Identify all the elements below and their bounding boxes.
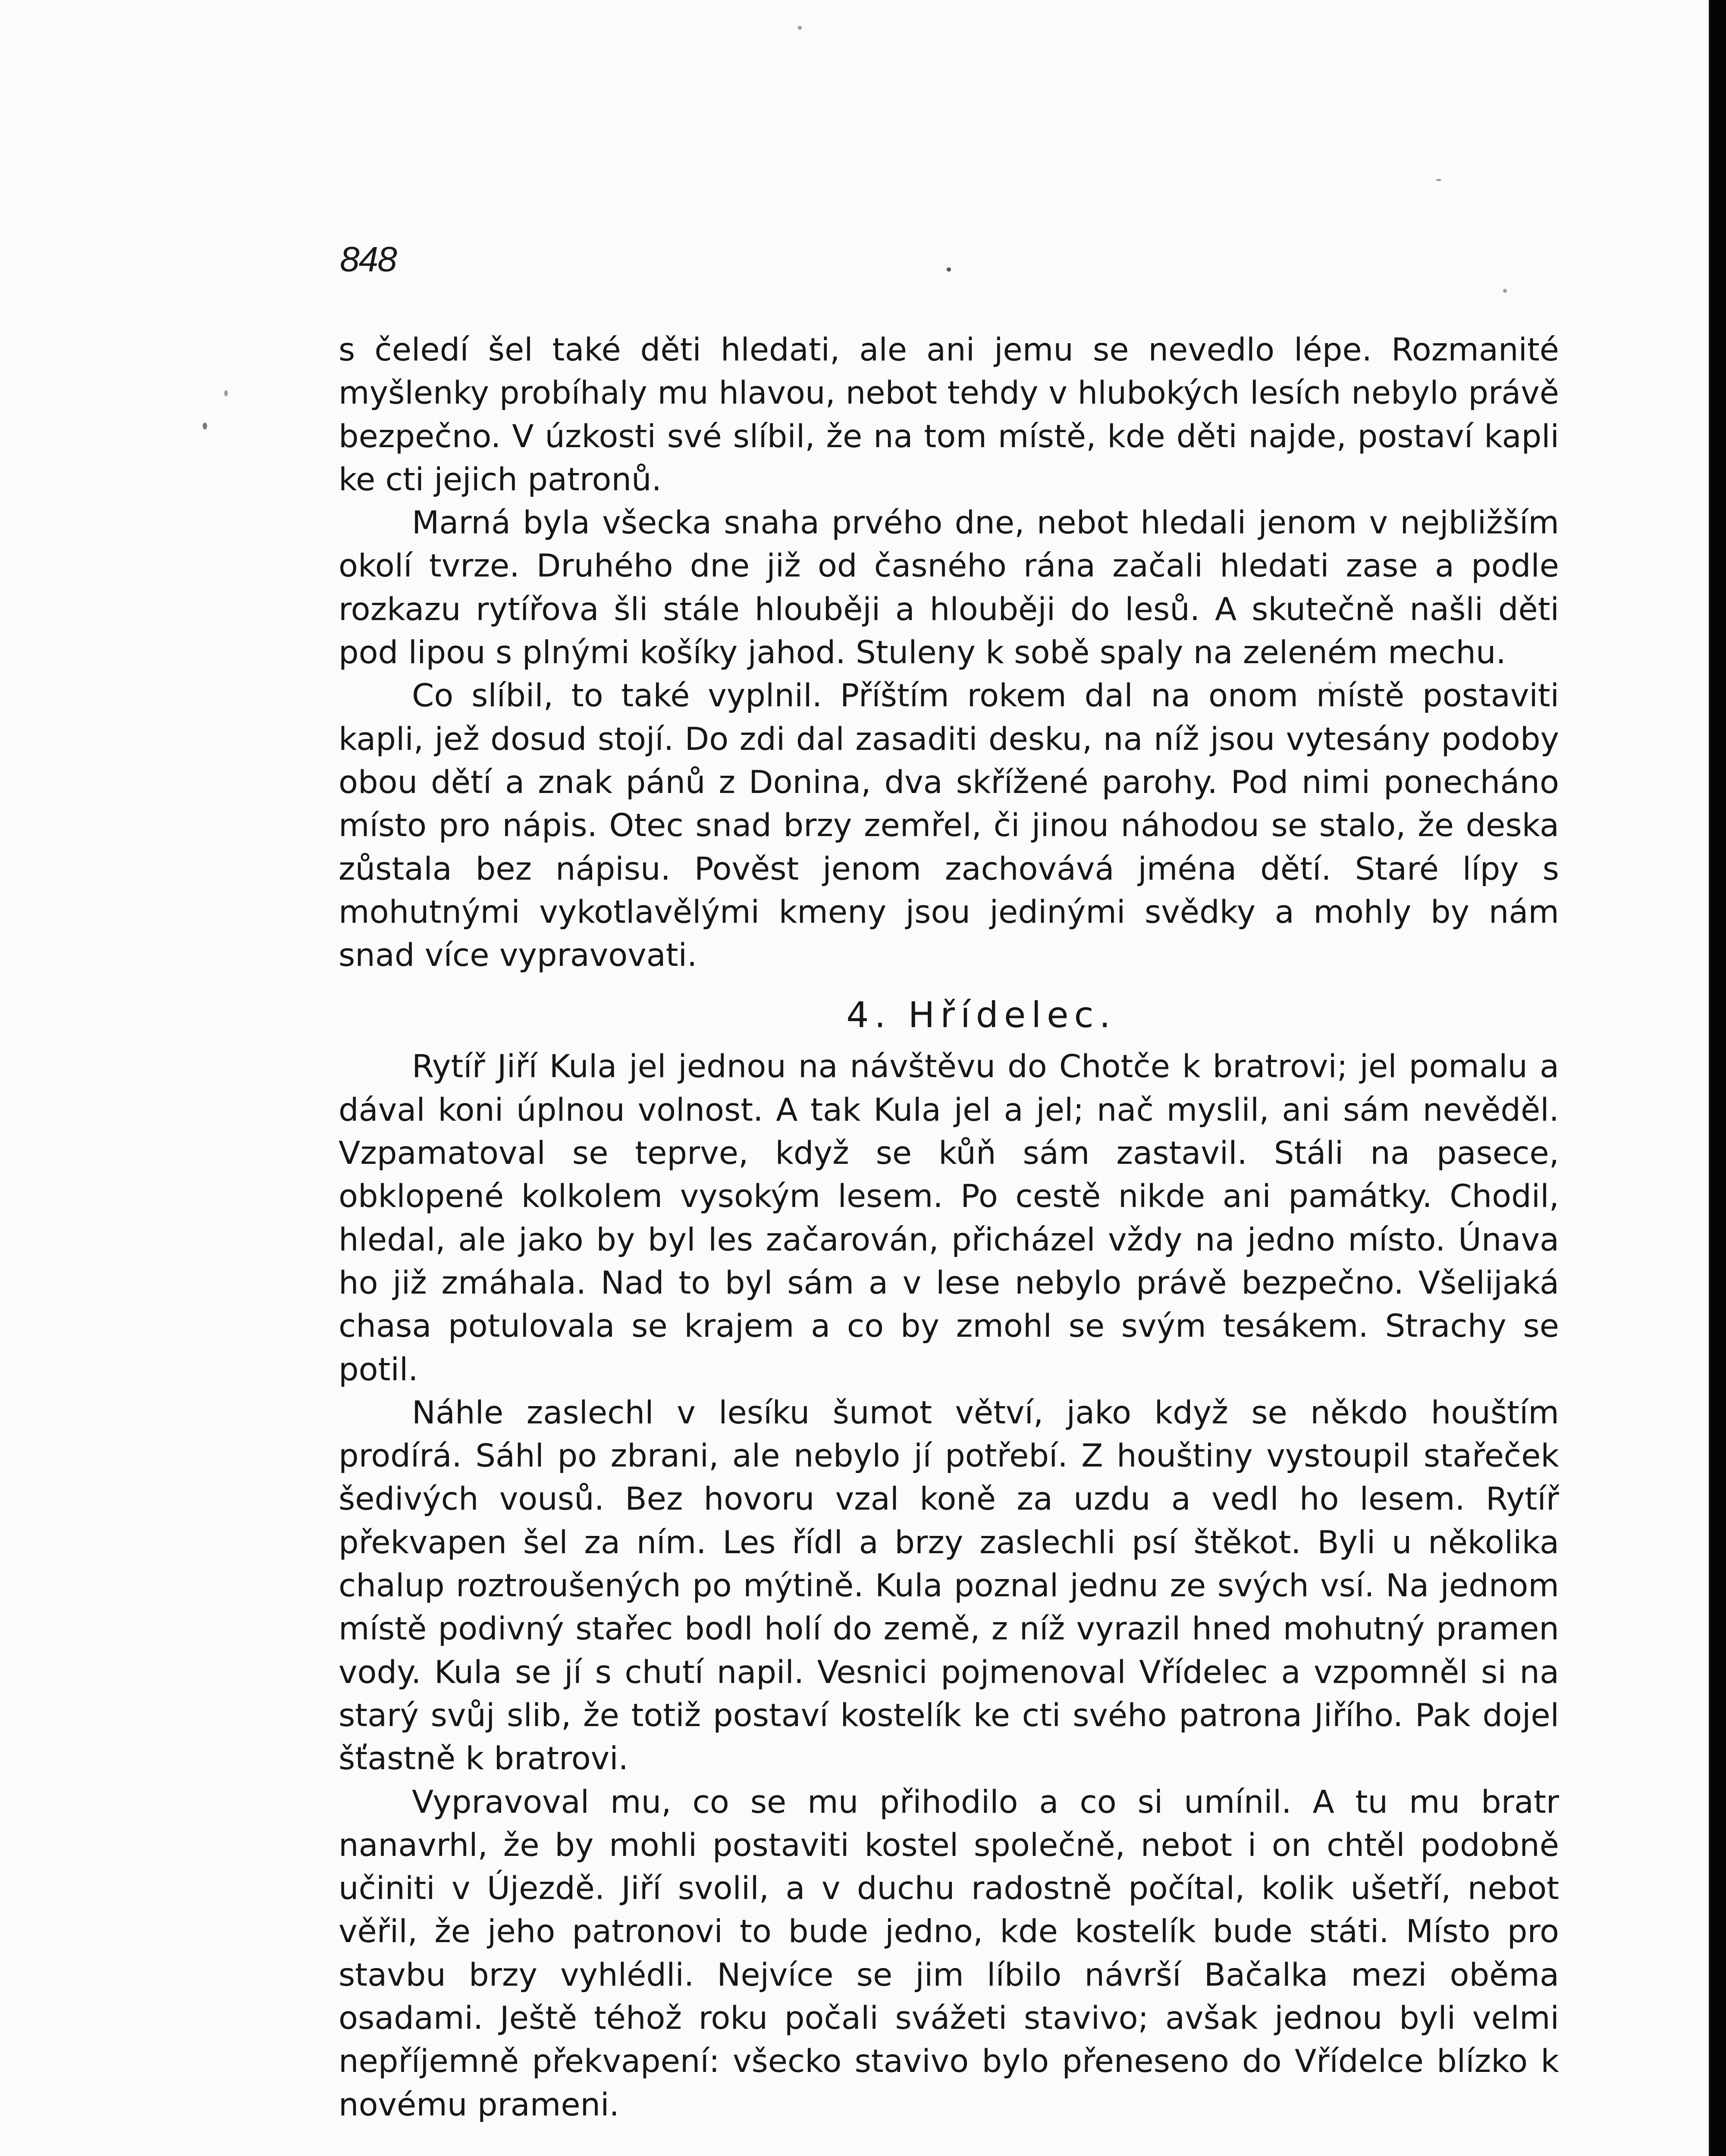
scan-speck xyxy=(947,267,951,272)
scan-speck xyxy=(798,26,802,30)
paragraph: Marná byla všecka snaha prvého dne, nebot hledali jenom v nejbližším okolí tvrze. Druhého dne již od časného rána začali hledati zase a podle rozkazu rytířova šli stále hlouběji a hlouběji do lesů. A skutečně našli děti pod lipou s plnými košíky jahod. Stuleny k sobě spaly na zeleném mechu. xyxy=(339,505,1559,671)
scan-border xyxy=(1710,0,1726,2156)
body-text xyxy=(339,329,1559,2127)
scan-speck xyxy=(1503,289,1507,293)
paragraph: Rytíř Jiří Kula jel jednou na návštěvu do Chotče k bratrovi; jel pomalu a dával koni úplnou volnost. A tak Kula jel a jel; nač myslil, ani sám nevěděl. Vzpamatoval se teprve, když se kůň sám zastavil. Stáli na pasece, obklopené kolkolem vysokým lesem. Po cestě nikde ani památky. Chodil, hledal, ale jako by byl les začarován, přicházel vždy na jedno místo. Únava ho již zmáhala. Nad to byl sám a v lese nebylo právě bezpečno. Všelijaká chasa potulovala se krajem a co by zmohl se svým tesákem. Strachy se potil. xyxy=(339,1048,1559,1388)
paragraph: s čeledí šel také děti hledati, ale ani jemu se nevedlo lépe. Rozmanité myšlenky probíhaly mu hlavou, nebot tehdy v hlubokých lesích nebylo právě bezpečno. V úzkosti své slíbil, že na tom místě, kde děti najde, postaví kapli ke cti jejich patronů. xyxy=(339,332,1559,498)
page-number: 848 xyxy=(340,240,396,279)
scan-speck xyxy=(1436,179,1441,181)
paragraph: Vypravoval mu, co se mu přihodilo a co si umínil. A tu mu bratr nanavrhl, že by mohli postaviti kostel společně, nebot i on chtěl podobně učiniti v Újezdě. Jiří svolil, a v duchu radostně počítal, kolik ušetří, nebot věřil, že jeho patronovi to bude jedno, kde kostelík bude státi. Místo pro stavbu brzy vyhlédli. Nejvíce se jim líbilo návrší Bačalka mezi oběma osadami. Ještě téhož roku počali svážeti stavivo; avšak jednou byli velmi nepříjemně překvapení: všecko stavivo bylo přeneseno do Vřídelce blízko k novému prameni. xyxy=(339,1783,1559,2123)
paragraph: Náhle zaslechl v lesíku šumot větví, jako když se někdo houštím prodírá. Sáhl po zbrani, ale nebylo jí potřebí. Z houštiny vystoupil stařeček šedivých vousů. Bez hovoru vzal koně za uzdu a vedl ho lesem. Rytíř překvapen šel za ním. Les řídl a brzy zaslechli psí štěkot. Byli u několika chalup roztroušených po mýtině. Kula poznal jednu ze svých vsí. Na jednom místě podivný stařec bodl holí do země, z níž vyrazil hned mohutný pramen vody. Kula se jí s chutí napil. Vesnici pojmenoval Vřídelec a vzpomněl si na starý svůj slib, že totiž postaví kostelík ke cti svého patrona Jiřího. Pak dojel šťastně k bratrovi. xyxy=(339,1394,1559,1777)
section-heading: 4. Hřídelec. xyxy=(846,995,1116,1036)
scan-speck xyxy=(203,423,207,429)
scan-speck xyxy=(224,390,228,396)
paragraph: Co slíbil, to také vyplnil. Příštím rokem dal na onom místě postaviti kapli, jež dosud stojí. Do zdi dal zasaditi desku, na níž jsou vytesány podoby obou dětí a znak pánů z Donina, dva skřížené parohy. Pod nimi ponecháno místo pro nápis. Otec snad brzy zemřel, či jinou náhodou se stalo, že deska zůstala bez nápisu. Pověst jenom zachovává jména dětí. Staré lípy s mohutnými vykotlavělými kmeny jsou jedinými svědky a mohly by nám snad více vypravovati. xyxy=(339,677,1559,974)
